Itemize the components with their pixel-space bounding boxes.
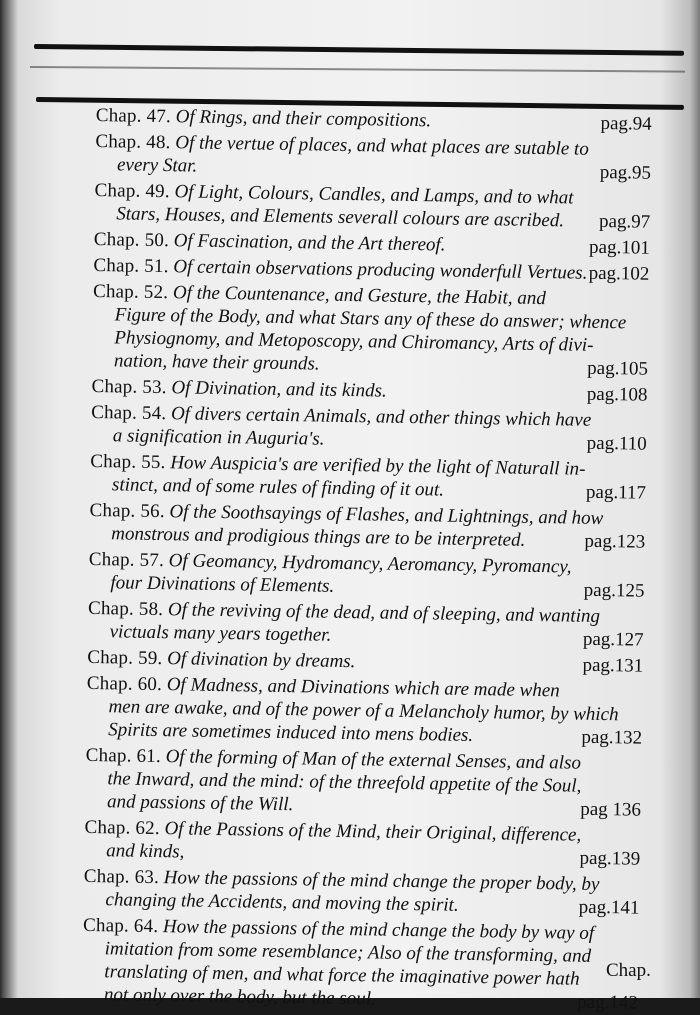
toc-entry: [89, 499, 646, 554]
toc-entry: [95, 130, 652, 185]
page-reference: pag.102: [588, 262, 650, 285]
page-reference: pag.132: [581, 726, 643, 749]
chapter-title: Spirits are sometimes induced into mens bodies.: [108, 719, 474, 747]
chapter-number: Chap. 53.: [91, 375, 167, 399]
chapter-title: changing the Accidents, and moving the spirit.: [105, 889, 459, 916]
chapter-title: Of divination by dreams.: [167, 648, 356, 673]
chapter-number: Chap. 58.: [87, 597, 164, 621]
chapter-title: Of the Passions of the Mind, their Original, difference,: [164, 818, 582, 846]
toc-entry: [90, 450, 647, 505]
page-reference: pag.101: [588, 236, 650, 259]
chapter-title: men are awake, and of the power of a Melancholy humor, by which: [108, 696, 619, 726]
page-reference: pag.105: [587, 357, 649, 380]
toc-entry: [85, 744, 642, 822]
chapter-number: Chap. 63.: [83, 865, 160, 889]
chapter-title: Of the vertue of places, and what places are sutable to: [175, 132, 589, 160]
chapter-title: Stars, Houses, and Elements severall colours are ascribed.: [116, 203, 565, 232]
toc-line-text: [105, 888, 459, 917]
chapter-title: Of the forming of Man of the external Senses, and also: [165, 746, 582, 774]
page-reference: pag.127: [582, 628, 644, 651]
chapter-title: Of Geomancy, Hydromancy, Aeromancy, Pyromancy,: [168, 550, 572, 578]
chapter-number: Chap. 55.: [90, 450, 166, 474]
chapter-number: Chap. 49.: [94, 179, 170, 203]
chapter-number: Chap. 47.: [95, 104, 172, 128]
chapter-title: Of certain observations producing wonderfull Vertues.: [173, 256, 588, 284]
page-reference: pag.108: [586, 383, 648, 406]
chapter-title: victuals many years together.: [109, 621, 332, 646]
chapter-title: not only over the body, but the soul.: [103, 984, 376, 1010]
chapter-title: Of Light, Colours, Candles, and Lamps, and to what: [174, 181, 574, 209]
chapter-number: Chap. 59.: [87, 646, 163, 670]
page-reference: pag.142: [577, 991, 639, 1014]
chapter-title: Physiognomy, and Metoposcopy, and Chiromancy, Arts of divi-: [114, 327, 594, 356]
chapter-title: Of divers certain Animals, and other things which have: [170, 403, 592, 431]
chapter-title: How the passions of the mind change the proper body, by: [163, 867, 600, 896]
page-reference: pag.139: [579, 847, 641, 870]
toc-line-text: [108, 718, 473, 747]
chapter-number: Chap. 51.: [93, 254, 169, 278]
chapter-title: translating of men, and what force the imaginative power hath: [104, 961, 580, 990]
chapter-number: Chap. 52.: [92, 280, 169, 304]
page-reference: pag.95: [599, 161, 652, 184]
toc-entry: [82, 914, 639, 1015]
toc-entry: [88, 548, 645, 603]
toc-line-text: [94, 228, 446, 257]
toc-entry: [83, 865, 640, 920]
chapter-title: and kinds,: [106, 840, 185, 863]
chapter-title: stinct, and of some rules of finding of it out.: [111, 474, 445, 501]
toc-entry: [88, 597, 645, 652]
table-of-contents: [82, 104, 652, 1015]
chapter-title: Figure of the Body, and what Stars any of these do answer; whence: [114, 304, 627, 334]
chapter-title: monstrous and prodigious things are to be interpreted.: [111, 523, 526, 551]
page-reference: pag.94: [600, 112, 652, 135]
toc-line-text: [91, 375, 387, 403]
toc-line-text: [113, 424, 325, 450]
chapter-title: Of the Countenance, and Gesture, the Habit, and: [172, 282, 546, 310]
toc-line-text: [87, 646, 355, 673]
chapter-title: How Auspicia's are verified by the light of Naturall in-: [170, 452, 586, 480]
chapter-number: Chap. 62.: [84, 816, 160, 840]
chapter-number: Chap. 61.: [85, 744, 162, 768]
toc-entry: [94, 179, 651, 234]
chapter-title: imitation from some resemblance; Also of the transforming, and: [104, 938, 592, 967]
toc-line-text: [114, 349, 320, 375]
catchword: Chap.: [606, 960, 651, 981]
top-rule: [34, 44, 684, 56]
chapter-number: Chap. 56.: [89, 499, 165, 523]
chapter-title: nation, have their grounds.: [113, 350, 320, 375]
page-reference: pag.117: [585, 481, 647, 504]
chapter-number: Chap. 54.: [90, 401, 167, 425]
page-reference: pag.97: [598, 210, 651, 233]
toc-line-text: [104, 983, 376, 1010]
toc-line-text: [117, 153, 198, 177]
toc-entry: [86, 672, 643, 750]
chapter-number: Chap. 57.: [88, 548, 165, 572]
page-reference: pag.125: [583, 579, 645, 602]
page-reference: pag.123: [584, 530, 646, 553]
chapter-title: four Divinations of Elements.: [110, 572, 335, 597]
page-reference: pag.131: [582, 654, 644, 677]
chapter-title: every Star.: [116, 154, 198, 177]
toc-line-text: [96, 104, 432, 132]
chapter-title: Of the Soothsayings of Flashes, and Lightnings, and how: [169, 501, 604, 530]
toc-line-text: [110, 620, 332, 646]
chapter-number: Chap. 60.: [86, 672, 163, 696]
chapter-number: Chap. 64.: [82, 914, 159, 938]
toc-line-text: [110, 571, 334, 598]
page-reference: pag.110: [586, 432, 647, 455]
chapter-number: Chap. 50.: [93, 228, 170, 252]
toc-line-text: [93, 254, 587, 285]
chapter-title: the Inward, and the mind: of the threefold appetite of the Soul,: [107, 768, 582, 797]
toc-line-text: [106, 839, 184, 863]
chapter-number: Chap. 48.: [95, 130, 171, 154]
chapter-title: a signification in Auguria's.: [112, 425, 325, 450]
toc-entry: [92, 280, 649, 381]
faint-rule: [30, 66, 685, 73]
chapter-title: and passions of the Will.: [106, 791, 294, 816]
chapter-title: Of Rings, and their compositions.: [175, 106, 432, 132]
chapter-title: Of the reviving of the dead, and of sleeping, and wanting: [167, 599, 601, 627]
toc-line-text: [107, 790, 294, 816]
toc-entry: [84, 816, 641, 871]
chapter-title: How the passions of the mind change the body by way of: [162, 916, 595, 944]
toc-entry: [91, 401, 648, 456]
page-reference: pag.141: [578, 896, 640, 919]
toc-line-text: [112, 473, 444, 501]
page-reference: pag 136: [580, 798, 642, 821]
chapter-title: Of Fascination, and the Art thereof.: [173, 230, 446, 256]
chapter-title: Of Divination, and its kinds.: [171, 377, 387, 402]
chapter-title: Of Madness, and Divinations which are made when: [166, 674, 560, 702]
